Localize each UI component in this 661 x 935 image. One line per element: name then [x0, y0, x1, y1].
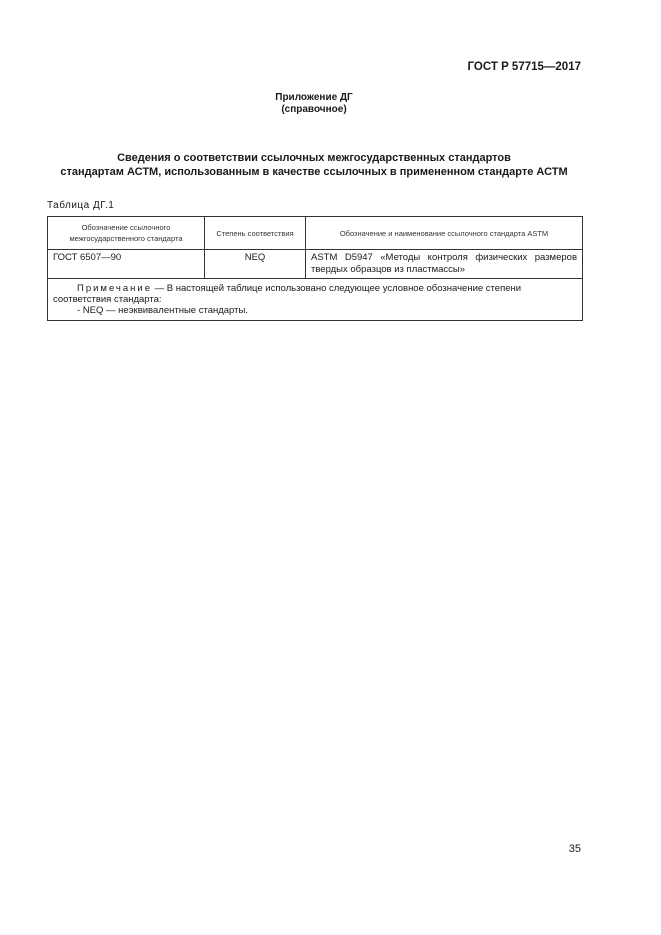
table-note-row [48, 279, 583, 321]
standards-correspondence-table [47, 216, 583, 321]
section-title-line-2: стандартам АСТМ, использованным в качестве ссылочных в примененном стандарте АСТМ [60, 166, 568, 178]
document-code: ГОСТ Р 57715—2017 [467, 61, 581, 73]
table-row [48, 250, 583, 279]
cell-designation: ГОСТ 6507—90 [48, 250, 205, 279]
header-astm: Обозначение и наименование ссылочного стандарта ASTM [306, 217, 583, 250]
table-caption: Таблица ДГ.1 [47, 200, 115, 211]
table-header-row [48, 217, 583, 250]
appendix-heading [0, 92, 628, 116]
note-paragraph [53, 283, 577, 305]
cell-astm: ASTM D5947 «Методы контроля физических размеров твердых образцов из пластмассы» [306, 250, 583, 279]
note-list-item: - NEQ — неэквивалентные стандарты. [77, 305, 248, 316]
header-degree: Степень соответствия [205, 217, 306, 250]
appendix-subtitle: (справочное) [281, 104, 347, 115]
header-designation: Обозначение ссылочного межгосударственного стандарта [48, 217, 205, 250]
section-title [30, 151, 598, 179]
section-title-line-1: Сведения о соответствии ссылочных межгосударственных стандартов [117, 152, 511, 164]
page-number: 35 [568, 843, 581, 855]
appendix-title: Приложение ДГ [275, 92, 353, 103]
cell-degree: NEQ [205, 250, 306, 279]
note-text: — В настоящей таблице использовано следующее условное обозначение степени соответствия стандарта: [53, 283, 522, 305]
table-note [48, 279, 583, 321]
note-label: Примечание [77, 283, 152, 294]
